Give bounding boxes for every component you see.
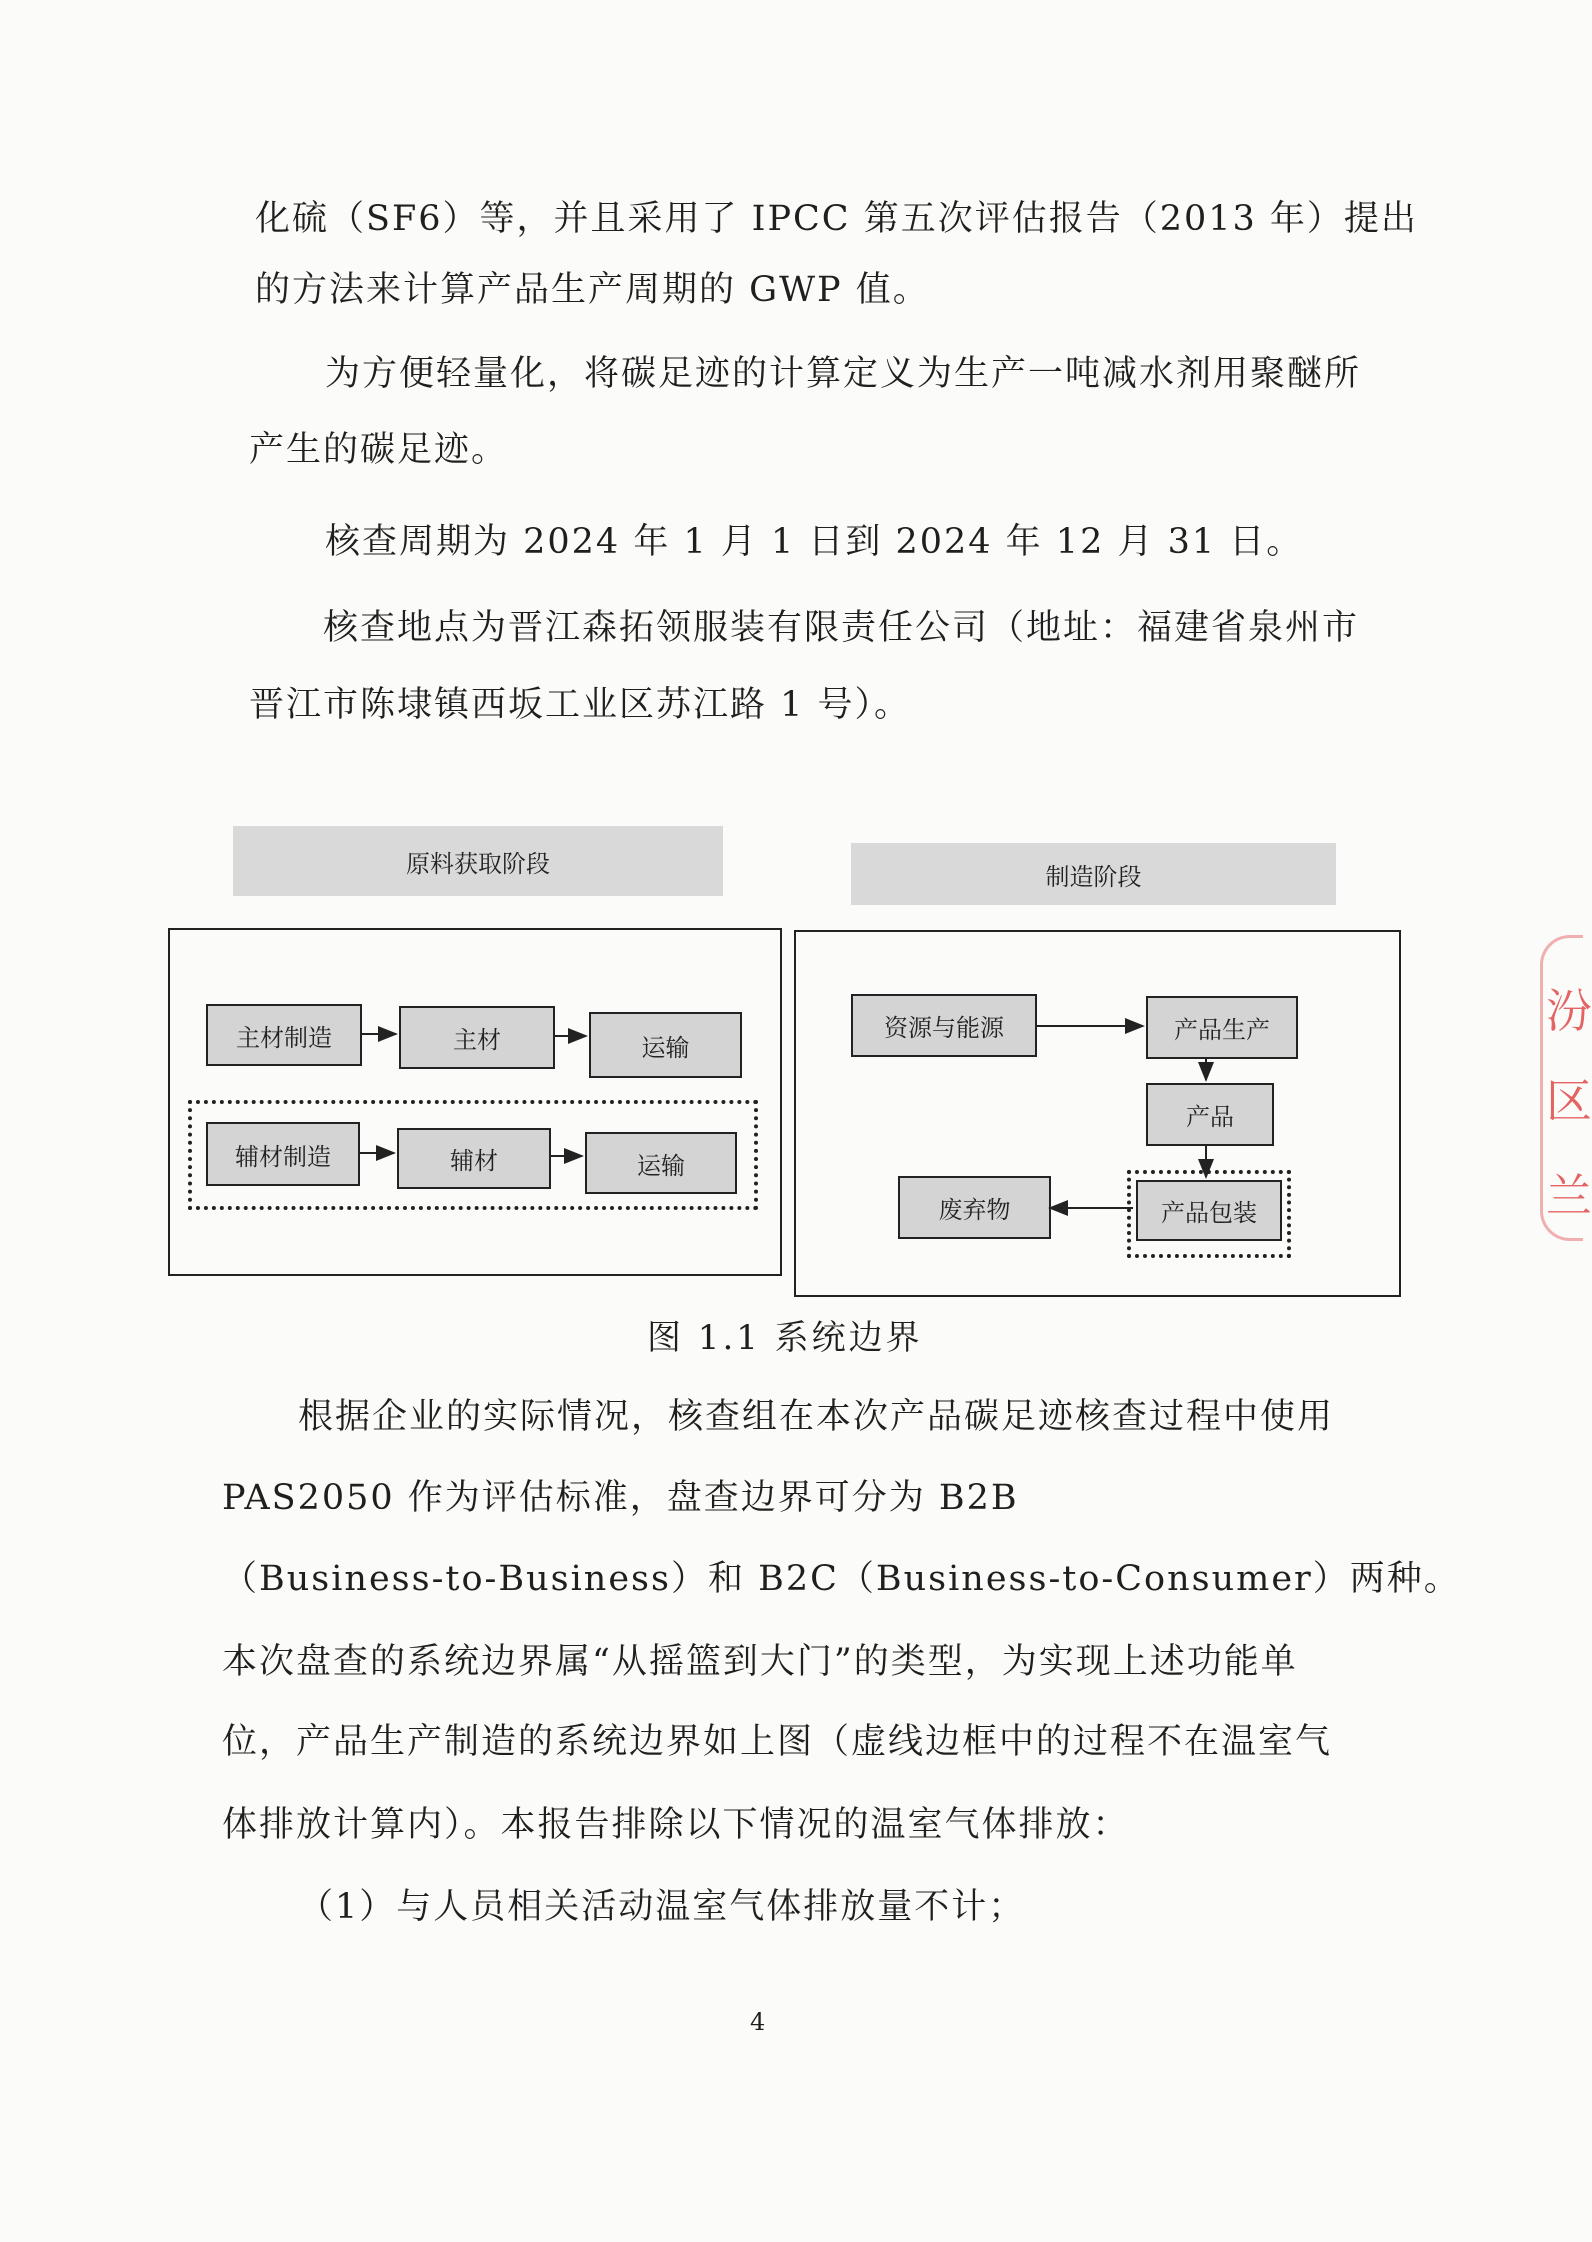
para5-line6: 体排放计算内）。本报告排除以下情况的温室气体排放： <box>222 1805 1130 1845</box>
para3: 核查周期为 2024 年 1 月 1 日到 2024 年 12 月 31 日。 <box>325 522 1304 562</box>
figure-caption: 图 1.1 系统边界 <box>647 1318 923 1358</box>
box-product-production: 产品生产 <box>1146 996 1298 1059</box>
para5-line3: （Business-to-Business）和 B2C（Business-to-Consumer）两种。 <box>222 1559 1461 1599</box>
box-resources-energy: 资源与能源 <box>851 994 1037 1057</box>
para5-line5: 位，产品生产制造的系统边界如上图（虚线边框中的过程不在温室气 <box>222 1722 1333 1762</box>
para6: （1）与人员相关活动温室气体排放量不计； <box>298 1887 1026 1927</box>
para4-line2: 晋江市陈埭镇西坂工业区苏江路 1 号）。 <box>249 685 912 725</box>
para4-line1: 核查地点为晋江森拓领服装有限责任公司（地址：福建省泉州市 <box>323 608 1360 648</box>
seal-char-3: 兰 <box>1546 1169 1592 1223</box>
para5-line1: 根据企业的实际情况，核查组在本次产品碳足迹核查过程中使用 <box>298 1397 1335 1437</box>
box-transport-1: 运输 <box>589 1012 742 1078</box>
stage-band-raw-material: 原料获取阶段 <box>233 826 723 896</box>
para5-line2: PAS2050 作为评估标准，盘查边界可分为 B2B <box>222 1478 1019 1518</box>
box-auxiliary-material-manufacturing: 辅材制造 <box>206 1122 360 1186</box>
seal-char-2: 区 <box>1546 1074 1592 1128</box>
para2-line1: 为方便轻量化，将碳足迹的计算定义为生产一吨减水剂用聚醚所 <box>325 354 1362 394</box>
seal-char-1: 汾 <box>1546 984 1592 1038</box>
box-main-material-manufacturing: 主材制造 <box>206 1004 362 1066</box>
box-main-material: 主材 <box>399 1006 555 1069</box>
para1-line1: 化硫（SF6）等，并且采用了 IPCC 第五次评估报告（2013 年）提出 <box>255 199 1418 239</box>
box-transport-2: 运输 <box>585 1132 737 1194</box>
box-product: 产品 <box>1146 1083 1274 1146</box>
stage-band-manufacturing: 制造阶段 <box>851 843 1336 905</box>
box-waste: 废弃物 <box>898 1176 1051 1239</box>
seal-stamp-fragment <box>1540 935 1592 1235</box>
box-auxiliary-material: 辅材 <box>397 1128 551 1189</box>
para5-line4: 本次盘查的系统边界属“从摇篮到大门”的类型，为实现上述功能单 <box>222 1642 1298 1682</box>
box-product-packaging: 产品包装 <box>1136 1180 1282 1241</box>
para2-line2: 产生的碳足迹。 <box>249 430 509 470</box>
para1-line2: 的方法来计算产品生产周期的 GWP 值。 <box>255 270 930 310</box>
page-number: 4 <box>750 2008 766 2036</box>
